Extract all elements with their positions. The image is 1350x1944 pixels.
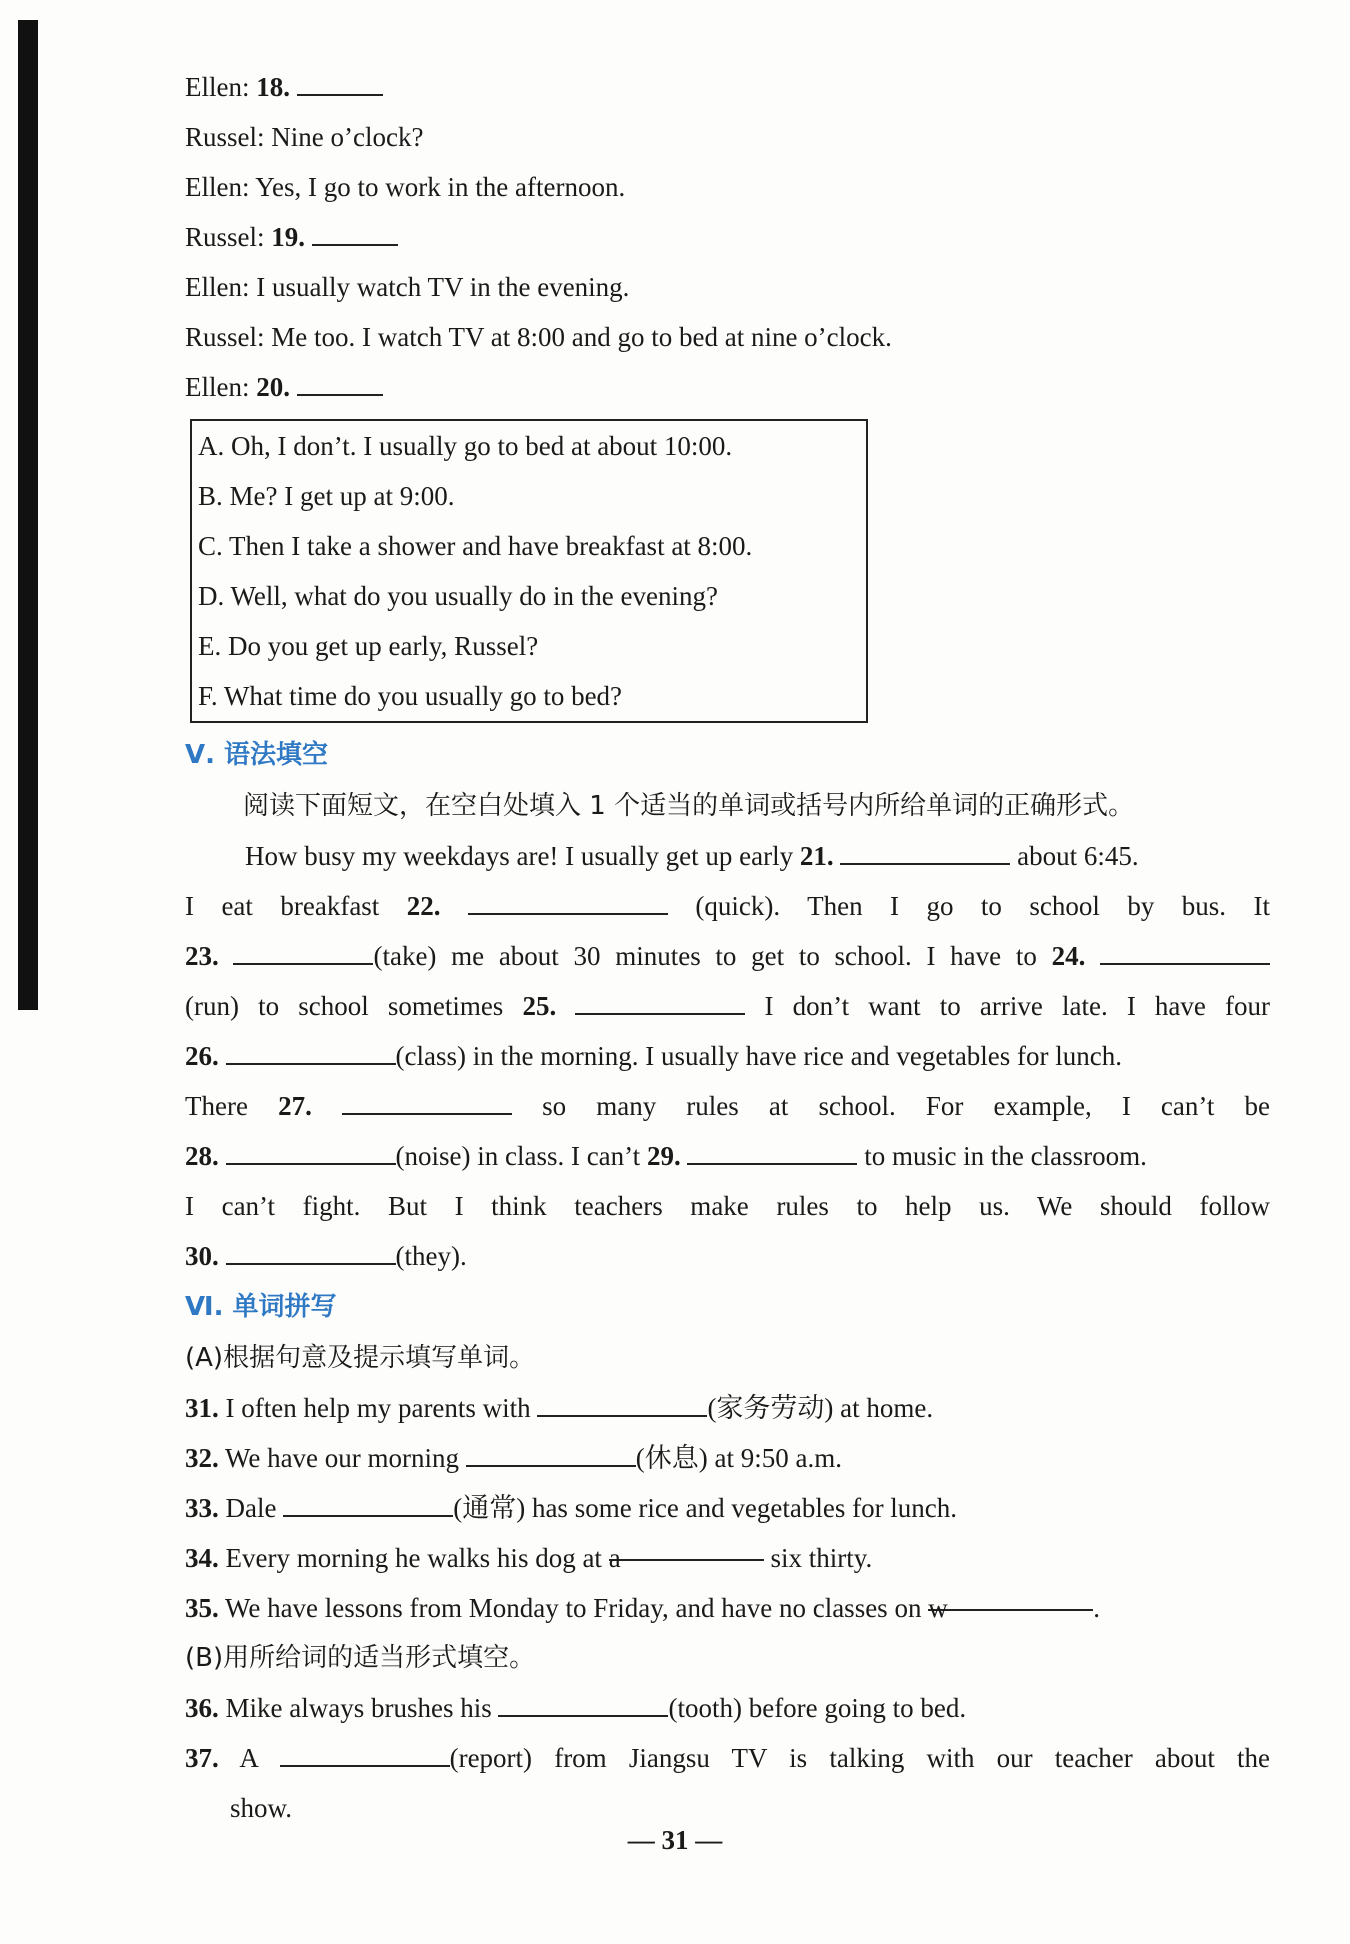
dialogue-line-19: Russel: 19. xyxy=(185,212,1270,262)
answer-blank-21[interactable] xyxy=(840,837,1010,865)
option-b: B. Me? I get up at 9:00. xyxy=(198,481,455,511)
answer-blank-20[interactable] xyxy=(297,368,383,396)
answer-blank-37[interactable] xyxy=(280,1739,450,1767)
answer-blank-22[interactable] xyxy=(468,887,668,915)
options-box xyxy=(190,419,868,723)
worksheet-page xyxy=(185,62,1270,1833)
answer-blank-32[interactable] xyxy=(466,1439,636,1467)
question-36: 36. Mike always brushes his (tooth) before going to bed. xyxy=(185,1683,1270,1733)
answer-blank-35[interactable]: w xyxy=(928,1583,1093,1611)
answer-blank-36[interactable] xyxy=(498,1689,668,1717)
passage-row: 26. (class) in the morning. I usually have rice and vegetables for lunch. xyxy=(185,1031,1270,1081)
passage-row: I can’t fight. But I think teachers make rules to help us. We should follow xyxy=(185,1191,1270,1221)
grammar-passage xyxy=(185,831,1270,1281)
option-a: A. Oh, I don’t. I usually go to bed at about 10:00. xyxy=(198,431,733,461)
answer-blank-34[interactable]: a xyxy=(609,1533,764,1561)
option-c: C. Then I take a shower and have breakfast at 8:00. xyxy=(198,531,753,561)
part-b-instruction: (B)用所给词的适当形式填空。 xyxy=(185,1643,536,1673)
question-32: 32. We have our morning (休息) at 9:50 a.m. xyxy=(185,1433,1270,1483)
question-37: 37. A (report) from Jiangsu TV is talking with our teacher about the xyxy=(185,1733,1270,1783)
passage-row: 28. (noise) in class. I can’t 29. to music in the classroom. xyxy=(185,1131,1270,1181)
binding-strip xyxy=(18,20,38,1010)
answer-blank-27[interactable] xyxy=(342,1087,512,1115)
option-e: E. Do you get up early, Russel? xyxy=(198,631,539,661)
passage-row: 30. (they). xyxy=(185,1231,1270,1281)
answer-blank-31[interactable] xyxy=(537,1389,707,1417)
part-a-instruction: (A)根据句意及提示填写单词。 xyxy=(185,1343,536,1373)
answer-blank-28[interactable] xyxy=(226,1137,396,1165)
dialogue-line: Ellen: I usually watch TV in the evening. xyxy=(185,272,630,302)
option-d: D. Well, what do you usually do in the evening? xyxy=(198,581,718,611)
answer-blank-29[interactable] xyxy=(687,1137,857,1165)
dialogue-line-20: Ellen: 20. xyxy=(185,362,1270,412)
answer-blank-18[interactable] xyxy=(297,68,383,96)
answer-blank-19[interactable] xyxy=(312,218,398,246)
dialogue xyxy=(185,62,1270,412)
section-6-title: Ⅵ. 单词拼写 xyxy=(185,1292,337,1322)
dialogue-line: Russel: Nine o’clock? xyxy=(185,122,424,152)
passage-row: I eat breakfast 22. (quick). Then I go to school by bus. It xyxy=(185,881,1270,931)
question-34: 34. Every morning he walks his dog at a six thirty. xyxy=(185,1533,1270,1583)
answer-blank-24[interactable] xyxy=(1100,937,1270,965)
option-f: F. What time do you usually go to bed? xyxy=(198,681,623,711)
passage-row: How busy my weekdays are! I usually get up early 21. about 6:45. xyxy=(185,831,1270,881)
answer-blank-30[interactable] xyxy=(226,1237,396,1265)
passage-row: (run) to school sometimes 25. I don’t want to arrive late. I have four xyxy=(185,981,1270,1031)
page-number: — 31 — xyxy=(627,1825,723,1855)
passage-row: There 27. so many rules at school. For example, I can’t be xyxy=(185,1081,1270,1131)
section-5-title: Ⅴ. 语法填空 xyxy=(185,740,329,770)
answer-blank-33[interactable] xyxy=(283,1489,453,1517)
dialogue-line: Ellen: Yes, I go to work in the afternoon. xyxy=(185,172,626,202)
dialogue-line: Russel: Me too. I watch TV at 8:00 and go to bed at nine o’clock. xyxy=(185,322,892,352)
question-31: 31. I often help my parents with (家务劳动) at home. xyxy=(185,1383,1270,1433)
answer-blank-23[interactable] xyxy=(233,937,373,965)
answer-blank-26[interactable] xyxy=(226,1037,396,1065)
question-37-continued: show. xyxy=(230,1793,293,1823)
answer-blank-25[interactable] xyxy=(575,987,745,1015)
passage-row: 23. (take) me about 30 minutes to get to school. I have to 24. xyxy=(185,931,1270,981)
section-5-instruction: 阅读下面短文，在空白处填入 1 个适当的单词或括号内所给单词的正确形式。 xyxy=(243,791,1135,821)
question-35: 35. We have lessons from Monday to Friday, and have no classes on w . xyxy=(185,1583,1270,1633)
question-33: 33. Dale (通常) has some rice and vegetables for lunch. xyxy=(185,1483,1270,1533)
dialogue-line-18: Ellen: 18. xyxy=(185,62,1270,112)
